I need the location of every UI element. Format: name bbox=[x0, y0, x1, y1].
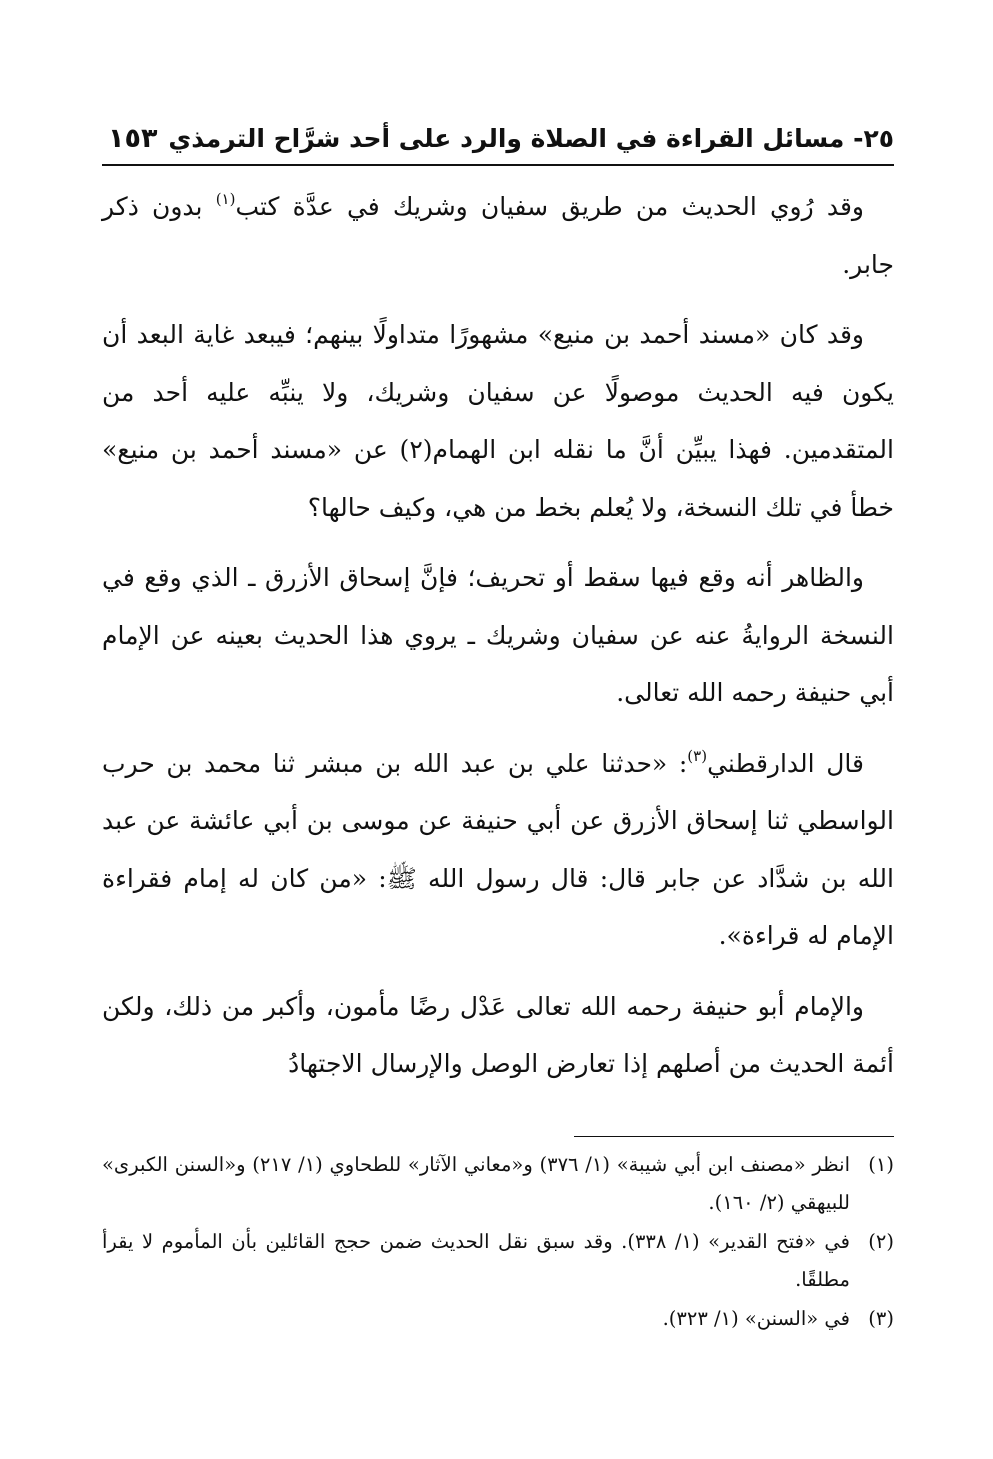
paragraph-1-text-end: بدون ذكر جابر. bbox=[102, 192, 894, 279]
footnote-3 bbox=[102, 1300, 894, 1338]
footnote-text: انظر «مصنف ابن أبي شيبة» (١/ ٣٧٦) و«معاني الآثار» للطحاوي (١/ ٢١٧) و«السنن الكبرى» للبيهقي (٢/ ١٦٠). bbox=[102, 1153, 850, 1214]
footnote-separator bbox=[574, 1136, 894, 1137]
footnote-number: (٢) bbox=[868, 1230, 894, 1253]
paragraph-2: وقد كان «مسند أحمد بن منيع» مشهورًا متداولًا بينهم؛ فيبعد غاية البعد أن يكون فيه الحديث موصولًا عن سفيان وشريك، ولا ينبِّه عليه أحد من المتقدمين. فهذا يبيِّن أنَّ ما نقله ابن الهمام(٢) عن «مسند أحمد بن منيع» خطأ في تلك النسخة، ولا يُعلم بخط من هي، وكيف حالها؟ bbox=[102, 320, 894, 522]
footnote-2 bbox=[102, 1223, 894, 1299]
page-header bbox=[102, 122, 894, 168]
paragraph-3: والظاهر أنه وقع فيها سقط أو تحريف؛ فإنَّ إسحاق الأزرق ـ الذي وقع في النسخة الروايةُ عنه عن سفيان وشريك ـ يروي هذا الحديث بعينه عن الإمام أبي حنيفة رحمه الله تعالى. bbox=[102, 563, 894, 707]
footnote-text: في «السنن» (١/ ٣٢٣). bbox=[662, 1307, 850, 1330]
paragraph-5: والإمام أبو حنيفة رحمه الله تعالى عَدْل رضًا مأمون، وأكبر من ذلك، ولكن أئمة الحديث من أصلهم إذا تعارض الوصل والإرسال الاجتهادُ bbox=[102, 991, 894, 1078]
header-rule bbox=[102, 164, 894, 166]
main-text bbox=[102, 178, 894, 1106]
footnote-1 bbox=[102, 1146, 894, 1222]
book-page bbox=[102, 110, 894, 1410]
footnote-number: (١) bbox=[868, 1153, 894, 1176]
page-number: ١٥٣ bbox=[108, 123, 158, 154]
footnote-text: في «فتح القدير» (١/ ٣٣٨). وقد سبق نقل الحديث ضمن حجج القائلين بأن المأموم لا يقرأ مطلقًا. bbox=[102, 1230, 850, 1291]
footnote-reference-3: (٣) bbox=[687, 746, 708, 765]
paragraph-4-text-start: قال الدارقطني bbox=[707, 748, 864, 778]
paragraph-1-text-start: وقد رُوي الحديث من طريق سفيان وشريك في عدَّة كتب bbox=[235, 192, 864, 221]
footnote-reference-1: (١) bbox=[215, 190, 236, 208]
paragraph-1 bbox=[102, 178, 894, 293]
paragraph-4 bbox=[102, 735, 894, 965]
paragraph-4-text-end: : «حدثنا علي بن عبد الله بن مبشر ثنا محمد بن حرب الواسطي ثنا إسحاق الأزرق عن أبي حنيفة عن موسى بن أبي عائشة عن عبد الله بن شدَّاد عن جابر قال: قال رسول الله ﷺ: «من كان له إمام فقراءة الإمام له قراءة». bbox=[102, 748, 894, 950]
footnote-number: (٣) bbox=[868, 1307, 894, 1330]
running-header-title: ٢٥- مسائل القراءة في الصلاة والرد على أحد شرَّاح الترمذي bbox=[168, 124, 894, 153]
footnotes bbox=[102, 1146, 894, 1339]
